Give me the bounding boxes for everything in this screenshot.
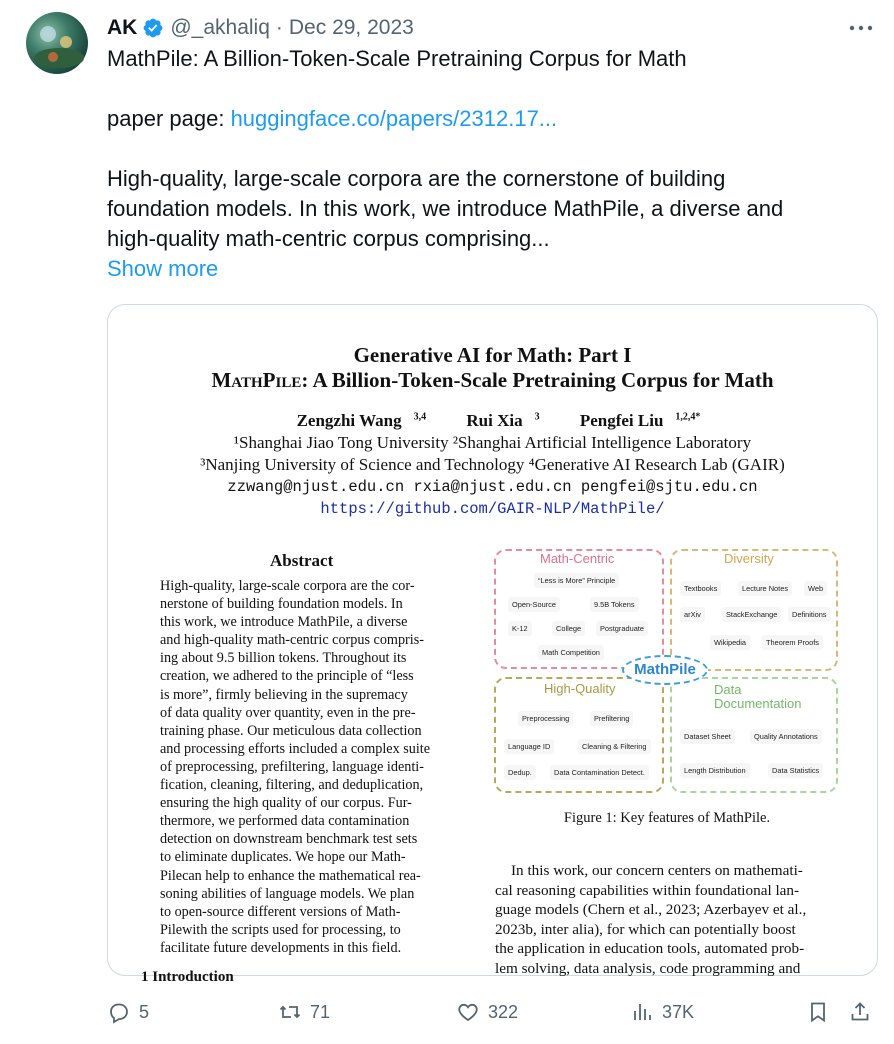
repost-button[interactable] — [278, 995, 330, 1029]
author-entry: Rui Xia $^3$ — [466, 411, 540, 430]
author-name[interactable]: AK — [107, 16, 138, 39]
figure-chip: Lecture Notes — [738, 581, 792, 596]
abstract-line: to eliminate duplicates. We hope our Math- — [160, 849, 406, 866]
figure-chip: Language ID — [504, 739, 554, 754]
like-button[interactable] — [456, 995, 518, 1029]
views-button[interactable] — [630, 995, 694, 1029]
abstract-line: is more”, firmly believing in the supremacy — [160, 686, 408, 703]
avatar[interactable] — [26, 12, 88, 74]
github-link: https://github.com/GAIR-NLP/MathPile/ — [320, 500, 665, 518]
bookmark-icon — [806, 1000, 830, 1024]
paper-title-mathpile: MathPile — [211, 368, 302, 392]
tweet-body-line: High-quality, large-scale corpora are the cornerstone of building — [107, 166, 726, 191]
figure-chip: Textbooks — [680, 581, 721, 596]
abstract-line: and high-quality math-centric corpus compris- — [160, 632, 424, 649]
key-features-figure — [494, 549, 840, 797]
tweet-date[interactable]: Dec 29, 2023 — [288, 16, 414, 39]
tweet-title-line: MathPile: A Billion-Token-Scale Pretraining Corpus for Math — [107, 46, 687, 71]
figure-chip: K-12 — [508, 621, 532, 636]
heart-icon — [456, 1000, 480, 1024]
tweet-header — [107, 14, 414, 42]
tweet-text — [107, 44, 847, 284]
abstract-line: detection on downstream benchmark test sets — [160, 831, 418, 848]
data-documentation-title: Data Documentation — [714, 682, 802, 711]
tweet-body-line: high-quality math-centric corpus comprising... — [107, 226, 550, 251]
mathpile-center-label: MathPile — [622, 655, 708, 685]
repost-count: 71 — [310, 1001, 331, 1022]
intro-line: guage models (Chern et al., 2023; Azerbayev et al., — [495, 901, 807, 919]
figure-chip: Math Competition — [538, 645, 604, 660]
like-count: 322 — [488, 1001, 519, 1022]
views-chart-icon — [630, 1000, 654, 1024]
abstract-line: Pilewith the scripts used for processing, to — [160, 921, 401, 938]
separator-dot: · — [275, 16, 283, 39]
abstract-line: facilitate future developments in this field. — [160, 939, 402, 956]
paper-page-label: paper page: — [107, 106, 225, 131]
more-options-icon[interactable] — [846, 14, 876, 42]
figure-chip: arXiv — [680, 607, 705, 622]
math-centric-title: Math-Centric — [540, 551, 615, 566]
abstract-line: ing about 9.5 billion tokens. Throughout its — [160, 650, 407, 667]
figure-chip: Postgraduate — [596, 621, 648, 636]
figure-chip: Web — [804, 581, 827, 596]
reply-icon — [107, 1000, 131, 1024]
abstract-body — [160, 577, 450, 957]
intro-line: lem solving, data analysis, code programming and — [495, 959, 801, 977]
intro-line: the application in education tools, automated prob- — [495, 940, 805, 958]
figure-chip: Data Contamination Detect. — [550, 765, 649, 780]
author-entry: Pengfei Liu $^{1,2,4*}$ — [579, 411, 701, 430]
figure-chip: Preprocessing — [518, 711, 573, 726]
media-image[interactable] — [107, 304, 878, 985]
abstract-line: to open-source different versions of Math- — [160, 903, 401, 920]
figure-chip: Dedup. — [504, 765, 536, 780]
abstract-line: and processing efforts included a complex suite — [160, 740, 431, 757]
paper-title-line1: Generative AI for Math: Part I — [353, 343, 632, 367]
abstract-heading: Abstract — [270, 551, 334, 570]
diversity-title: Diversity — [724, 551, 774, 566]
intro-line: 2023b, inter alia), for which can potentially boost — [495, 920, 796, 938]
paper-title-line2 — [108, 368, 877, 393]
reply-button[interactable] — [107, 995, 149, 1029]
figure-chip: Definitions — [788, 607, 831, 622]
affiliation-line: ¹Shanghai Jiao Tong University ²Shanghai Artificial Intelligence Laboratory — [233, 433, 752, 452]
intro-line: In this work, our concern centers on mathemati- — [511, 862, 803, 879]
figure-chip: StackExchange — [722, 607, 781, 622]
figure-chip: “Less is More” Principle — [534, 573, 619, 588]
abstract-line: thermore, we performed data contamination — [160, 813, 410, 830]
share-icon — [848, 1000, 872, 1024]
verified-badge-icon — [142, 17, 164, 39]
abstract-line: soning abilities of language models. We plan — [160, 885, 415, 902]
views-count: 37K — [662, 1001, 695, 1022]
figure-chip: Length Distribution — [680, 763, 750, 778]
author-handle[interactable]: @_akhaliq — [170, 16, 270, 39]
abstract-line: Pilecan help to enhance the mathematical rea- — [160, 867, 421, 884]
share-button[interactable] — [848, 995, 880, 1029]
author-entry: Zengzhi Wang $^{3,4}$ — [296, 411, 427, 430]
figure-chip: College — [552, 621, 585, 636]
figure-chip: Data Statistics — [768, 763, 823, 778]
abstract-line: fication, cleaning, filtering, and deduplication, — [160, 777, 424, 794]
abstract-line: this work, we introduce MathPile, a diverse — [160, 614, 408, 631]
high-quality-title: High-Quality — [544, 681, 616, 696]
reply-count: 5 — [139, 1001, 150, 1022]
figure-chip: Open-Source — [508, 597, 560, 612]
paper-authors — [108, 411, 877, 431]
figure-chip: 9.5B Tokens — [590, 597, 639, 612]
introduction-body — [495, 861, 835, 979]
tweet-action-bar — [0, 995, 894, 1029]
show-more-link[interactable]: Show more — [107, 256, 219, 281]
figure-chip: Dataset Sheet — [680, 729, 735, 744]
bookmark-button[interactable] — [806, 995, 838, 1029]
figure-chip: Wikipedia — [710, 635, 750, 650]
introduction-heading: 1 Introduction — [141, 969, 234, 985]
abstract-line: of preprocessing, prefiltering, language identi- — [160, 758, 424, 775]
tweet-body-line: foundation models. In this work, we introduce MathPile, a diverse and — [107, 196, 784, 221]
abstract-line: training phase. Our meticulous data collection — [160, 722, 422, 739]
affiliation-line: ³Nanjing University of Science and Technology ⁴Generative AI Research Lab (GAIR) — [200, 455, 785, 474]
abstract-line: ensuring the high quality of our corpus. Fur- — [160, 795, 412, 812]
figure-chip: Theorem Proofs — [762, 635, 823, 650]
repost-icon — [278, 1000, 302, 1024]
abstract-line: of data quality over quantity, even in the pre- — [160, 704, 416, 721]
intro-line: cal reasoning capabilities within foundational lan- — [495, 881, 800, 899]
paper-title-rest: : A Billion-Token-Scale Pretraining Corpus for Math — [301, 368, 774, 392]
abstract-line: creation, we adhered to the principle of “less — [160, 668, 414, 685]
figure-chip: Cleaning & Filtering — [578, 739, 651, 754]
paper-page-line — [107, 104, 847, 134]
abstract-line: High-quality, large-scale corpora are the cor- — [160, 578, 415, 594]
paper-page-link[interactable]: huggingface.co/papers/2312.17... — [230, 106, 558, 131]
figure-caption: Figure 1: Key features of MathPile. — [563, 810, 771, 826]
figure-chip: Quality Annotations — [750, 729, 822, 744]
abstract-line: nerstone of building foundation models. In — [160, 596, 403, 613]
author-emails: zzwang@njust.edu.cn rxia@njust.edu.cn pengfei@sjtu.edu.cn — [227, 478, 758, 496]
figure-chip: Prefiltering — [590, 711, 633, 726]
